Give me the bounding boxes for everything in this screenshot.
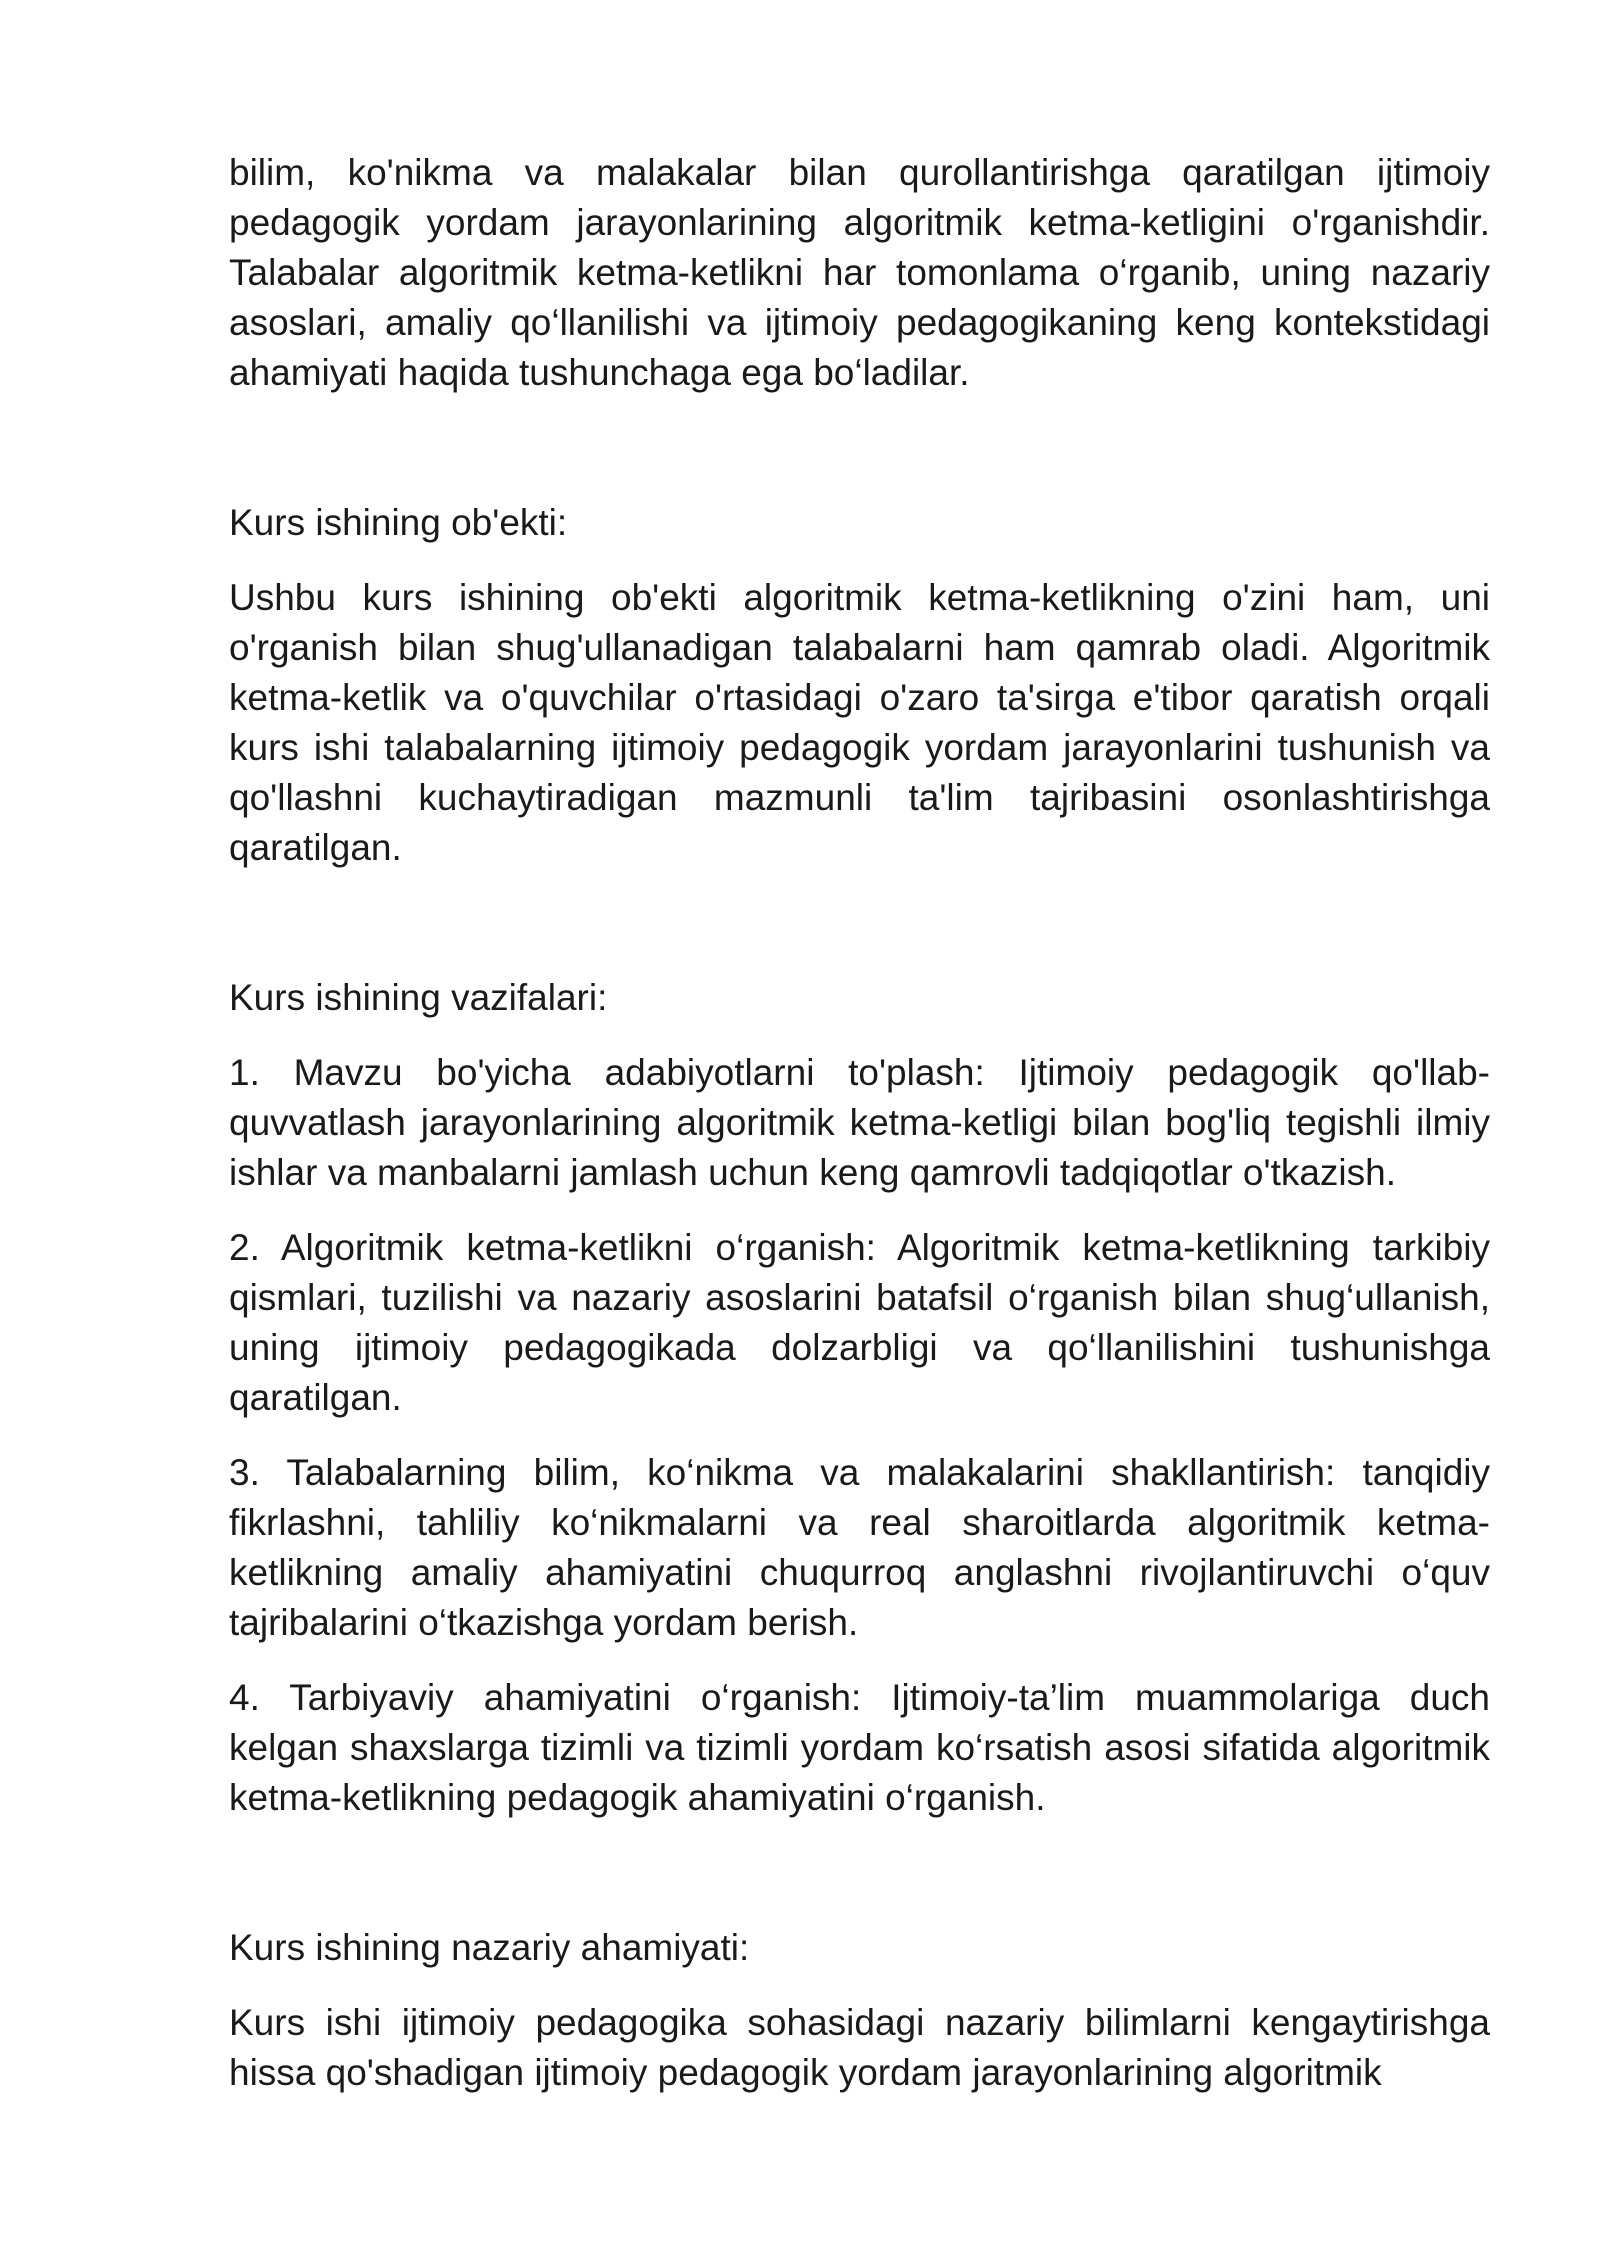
document-page bbox=[229, 148, 1490, 2123]
intro-paragraph: bilim, ko'nikma va malakalar bilan qurollantirishga qaratilgan ijtimoiy pedagogik yordam jarayonlarining algoritmik ketma-ketligini o'rganishdir. Talabalar algoritmik ketma-ketlikni har tomonlama o‘rganib, uning nazariy asoslari, amaliy qo‘llanilishi va ijtimoiy pedagogikaning keng kontekstidagi ahamiyati haqida tushunchaga ega bo‘ladilar. bbox=[229, 152, 1490, 393]
object-heading: Kurs ishining ob'ekti: bbox=[229, 502, 568, 543]
task-item-3: 3. Talabalarning bilim, ko‘nikma va malakalarini shakllantirish: tanqidiy fikrlashni, tahliliy ko‘nikmalarni va real sharoitlarda algoritmik ketma-ketlikning amaliy ahamiyatini chuqurroq anglashni rivojlantiruvchi o‘quv tajribalarini o‘tkazishga yordam berish. bbox=[229, 1452, 1490, 1643]
object-paragraph: Ushbu kurs ishining ob'ekti algoritmik ketma-ketlikning o'zini ham, uni o'rganish bilan shug'ullanadigan talabalarni ham qamrab oladi. Algoritmik ketma-ketlik va o'quvchilar o'rtasidagi o'zaro ta'sirga e'tibor qaratish orqali kurs ishi talabalarning ijtimoiy pedagogik yordam jarayonlarini tushunish va qo'llashni kuchaytiradigan mazmunli ta'lim tajribasini osonlashtirishga qaratilgan. bbox=[229, 577, 1490, 868]
task-item-1: 1. Mavzu bo'yicha adabiyotlarni to'plash: Ijtimoiy pedagogik qo'llab-quvvatlash jarayonlarining algoritmik ketma-ketligi bilan bog'liq tegishli ilmiy ishlar va manbalarni jamlash uchun keng qamrovli tadqiqotlar o'tkazish. bbox=[229, 1052, 1490, 1193]
task-item-4: 4. Tarbiyaviy ahamiyatini o‘rganish: Ijtimoiy-ta’lim muammolariga duch kelgan shaxslarga tizimli va tizimli yordam ko‘rsatish asosi sifatida algoritmik ketma-ketlikning pedagogik ahamiyatini o‘rganish. bbox=[229, 1677, 1490, 1818]
tasks-heading: Kurs ishining vazifalari: bbox=[229, 977, 608, 1018]
theory-paragraph: Kurs ishi ijtimoiy pedagogika sohasidagi nazariy bilimlarni kengaytirishga hissa qo'shadigan ijtimoiy pedagogik yordam jarayonlarining algoritmik bbox=[229, 2002, 1490, 2093]
task-item-2: 2. Algoritmik ketma-ketlikni o‘rganish: Algoritmik ketma-ketlikning tarkibiy qismlari, tuzilishi va nazariy asoslarini batafsil o‘rganish bilan shug‘ullanish, uning ijtimoiy pedagogikada dolzarbligi va qo‘llanilishini tushunishga qaratilgan. bbox=[229, 1227, 1490, 1418]
theory-heading: Kurs ishining nazariy ahamiyati: bbox=[229, 1927, 750, 1968]
